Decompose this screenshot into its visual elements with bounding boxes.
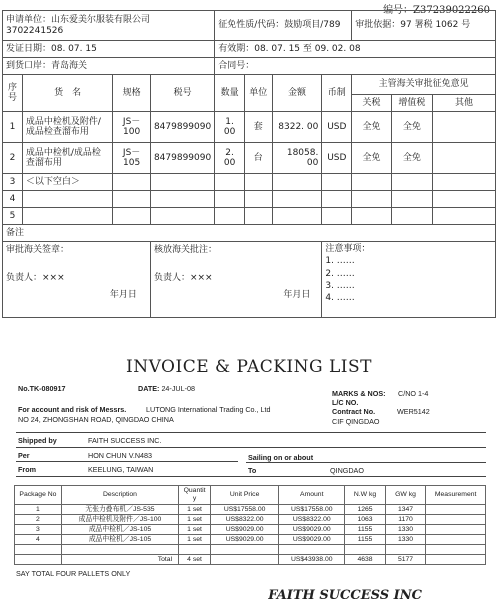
from-label: From xyxy=(18,465,36,474)
table-row xyxy=(15,535,486,545)
cell-nw: 1155 xyxy=(345,535,385,545)
header-unit: 单位 xyxy=(244,75,272,112)
header-customs-duty: 关税 xyxy=(352,95,391,112)
col-description: Description xyxy=(61,486,178,505)
row-spec: JS－100 xyxy=(113,112,151,143)
row-goods: ＜以下空白＞ xyxy=(22,174,112,191)
cell-gw: 1347 xyxy=(385,505,425,515)
total-label: Total xyxy=(61,555,178,565)
arrival-port: 到货口岸：青岛海关 xyxy=(3,58,215,75)
row-goods: 成品中检机/成品检查溜布用 xyxy=(22,143,112,174)
cell-nw: 1265 xyxy=(345,505,385,515)
cell-amount: US$9029.00 xyxy=(279,525,345,535)
header-goods: 货 名 xyxy=(22,75,112,112)
table-row xyxy=(15,505,486,515)
date-1: 年月日 xyxy=(109,289,137,300)
row-currency: USD xyxy=(322,112,352,143)
lc-label: L/C NO. xyxy=(332,398,359,407)
cell-description: 成品中检机／JS-105 xyxy=(61,535,178,545)
header-vat: 增值税 xyxy=(391,95,432,112)
divider xyxy=(16,447,486,448)
row-seq: 4 xyxy=(3,191,23,208)
shipped-label: Shipped by xyxy=(18,436,57,445)
cell-description: 成品中检机及附件／JS-100 xyxy=(61,515,178,525)
cell-unit-price: US$9029.00 xyxy=(211,535,279,545)
col-nw: N.W kg xyxy=(345,486,385,505)
header-opinion: 主管海关审批征免意见 xyxy=(352,75,496,95)
header-amount: 金额 xyxy=(272,75,322,112)
from-value: KEELUNG, TAIWAN xyxy=(88,465,154,474)
row-goods: 成品中检机及附件/成品检查溜布用 xyxy=(22,112,112,143)
note-item: 1. …… xyxy=(325,256,355,267)
applicant-code: 3702241526 xyxy=(6,25,64,36)
note-item: 2. …… xyxy=(325,268,355,279)
per-value: HON CHUN V.N483 xyxy=(88,451,153,460)
approval-sign-label: 审批海关签章： xyxy=(6,245,70,255)
validity-period: 有效期：08. 07. 15 至 09. 02. 08 xyxy=(215,41,496,58)
cell-amount: US$17558.00 xyxy=(279,505,345,515)
cell-gw: 1330 xyxy=(385,525,425,535)
note-item: 4. …… xyxy=(325,293,355,304)
marks-label: MARKS & NOS: xyxy=(332,389,386,398)
header-spec: 规格 xyxy=(113,75,151,112)
cif-terms: CIF QINGDAO xyxy=(332,417,380,426)
invoice-number: No.TK-080917 xyxy=(18,384,66,393)
col-gw: GW kg xyxy=(385,486,425,505)
notes-title: 注意事项： xyxy=(325,244,371,254)
cell-measurement xyxy=(426,505,486,515)
cell-description: 无张力叠布机／JS-535 xyxy=(61,505,178,515)
cell-measurement xyxy=(426,525,486,535)
applicant-name: 申请单位：山东爱美尔服装有限公司 xyxy=(6,15,151,26)
col-package: Package No xyxy=(15,486,62,505)
row-unit: 台 xyxy=(244,143,272,174)
contract-value: WER5142 xyxy=(397,407,430,416)
contract-number: 合同号： xyxy=(215,58,496,75)
invoice-date xyxy=(138,384,195,393)
cell-amount: US$9029.00 xyxy=(279,535,345,545)
row-unit: 套 xyxy=(244,112,272,143)
row-qty: 1. 00 xyxy=(215,112,245,143)
contract-label: Contract No. xyxy=(332,407,376,416)
header-seq: 序号 xyxy=(3,75,23,112)
cell-nw: 1063 xyxy=(345,515,385,525)
cell-unit-price: US$9029.00 xyxy=(211,525,279,535)
header-qty: 数量 xyxy=(215,75,245,112)
row-seq: 1 xyxy=(3,112,23,143)
row-currency: USD xyxy=(322,143,352,174)
per-label: Per xyxy=(18,451,30,460)
table-row xyxy=(15,525,486,535)
signature: FAITH SUCCESS INC xyxy=(268,588,422,603)
cell-amount: US$8322.00 xyxy=(279,515,345,525)
sailing-label: Sailing on or about xyxy=(248,453,314,462)
table-row xyxy=(15,515,486,525)
col-measurement: Measurement xyxy=(426,486,486,505)
release-approval-label: 核放海关批注： xyxy=(153,245,217,255)
row-spec: JS－105 xyxy=(113,143,151,174)
marks-value: C/NO 1-4 xyxy=(398,389,429,398)
cell-quantity: 1 set xyxy=(179,515,211,525)
cell-measurement xyxy=(426,535,486,545)
cell-nw: 1155 xyxy=(345,525,385,535)
divider xyxy=(246,462,486,463)
total-row xyxy=(15,555,486,565)
row-seq: 2 xyxy=(3,143,23,174)
cell-package: 1 xyxy=(15,505,62,515)
date-label: DATE: xyxy=(138,384,160,393)
col-unit-price: Unit Price xyxy=(211,486,279,505)
cell-gw: 1330 xyxy=(385,535,425,545)
shipped-value: FAITH SUCCESS INC. xyxy=(88,436,162,445)
remarks: 备注 xyxy=(3,225,496,242)
row-tax-no: 8479899090 xyxy=(150,143,214,174)
header-currency: 币制 xyxy=(322,75,352,112)
cell-measurement xyxy=(426,515,486,525)
row-qty: 2. 00 xyxy=(215,143,245,174)
packing-list-table xyxy=(14,485,486,565)
say-total: SAY TOTAL FOUR PALLETS ONLY xyxy=(16,569,131,578)
row-amount: 8322. 00 xyxy=(272,112,322,143)
account-address: NO 24, ZHONGSHAN ROAD, QINGDAO CHINA xyxy=(18,415,174,424)
issue-date: 发证日期：08. 07. 15 xyxy=(3,41,215,58)
row-customs: 全免 xyxy=(352,112,391,143)
form-row xyxy=(3,112,496,143)
row-seq: 5 xyxy=(3,208,23,225)
exemption-nature: 征免性质/代码：鼓励项目/789 xyxy=(215,11,352,41)
divider xyxy=(16,476,486,477)
col-amount: Amount xyxy=(279,486,345,505)
form-row xyxy=(3,191,496,208)
form-row xyxy=(3,208,496,225)
exemption-certificate xyxy=(2,10,496,318)
divider xyxy=(16,432,486,433)
cell-package: 4 xyxy=(15,535,62,545)
cell-package: 3 xyxy=(15,525,62,535)
row-customs: 全免 xyxy=(352,143,391,174)
account-value: LUTONG International Trading Co., Ltd xyxy=(146,405,271,414)
row-vat: 全免 xyxy=(391,143,432,174)
note-item: 3. …… xyxy=(325,281,355,292)
cell-description: 成品中检机／JS-105 xyxy=(61,525,178,535)
header-tax-no: 税号 xyxy=(150,75,214,112)
to-label: To xyxy=(248,466,257,475)
person-in-charge-1: 负责人：××× xyxy=(6,273,65,284)
person-in-charge-2: 负责人：××× xyxy=(153,273,213,284)
release-approval-cell xyxy=(150,242,321,318)
form-row xyxy=(3,143,496,174)
cell-quantity: 1 set xyxy=(179,525,211,535)
row-tax-no: 8479899090 xyxy=(150,112,214,143)
row-seq: 3 xyxy=(3,174,23,191)
header-other: 其他 xyxy=(433,95,496,112)
cell-unit-price: US$8322.00 xyxy=(211,515,279,525)
account-label: For account and risk of Messrs. xyxy=(18,405,127,414)
total-nw: 4638 xyxy=(345,555,385,565)
date-2: 年月日 xyxy=(283,289,311,300)
row-other xyxy=(433,143,496,174)
col-quantity: Quantit y xyxy=(179,486,211,505)
total-gw: 5177 xyxy=(385,555,425,565)
row-other xyxy=(433,112,496,143)
cell-unit-price: US$17558.00 xyxy=(211,505,279,515)
total-qty: 4 set xyxy=(179,555,211,565)
divider xyxy=(16,461,238,462)
invoice-title: INVOICE & PACKING LIST xyxy=(125,357,372,377)
cell-package: 2 xyxy=(15,515,62,525)
total-amount: US$43938.00 xyxy=(279,555,345,565)
row-vat: 全免 xyxy=(391,112,432,143)
approval-sign-cell xyxy=(3,242,151,318)
notes-cell xyxy=(322,242,496,318)
cell-quantity: 1 set xyxy=(179,535,211,545)
row-amount: 18058. 00 xyxy=(272,143,322,174)
to-value: QINGDAO xyxy=(330,466,364,475)
cell-quantity: 1 set xyxy=(179,505,211,515)
date-value: 24-JUL-08 xyxy=(161,384,195,393)
serial-number: 编号：Z37239022260 xyxy=(383,5,490,16)
approval-basis: 审批依据：97 署税 1062 号 xyxy=(352,11,496,41)
form-row xyxy=(3,174,496,191)
applicant-cell xyxy=(3,11,215,41)
cell-gw: 1170 xyxy=(385,515,425,525)
